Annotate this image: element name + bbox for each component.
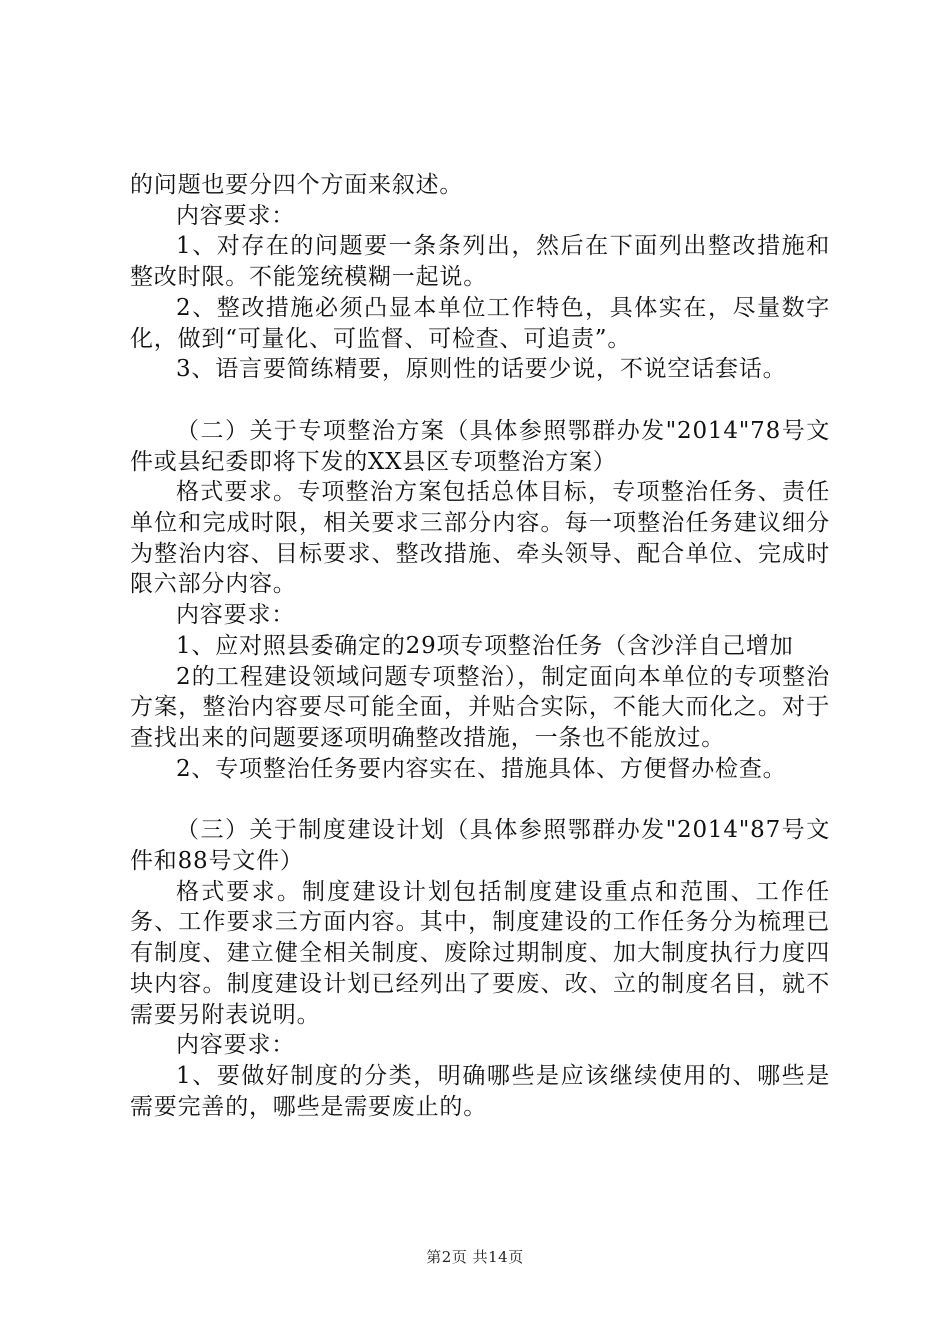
paragraph-9: 2的工程建设领域问题专项整治），制定面向本单位的专项整治方案，整治内容要尽可能全面，并贴合实际，不能大而化之。对于查找出来的问题要逐项明确整改措施，一条也不能放过。 xyxy=(130,663,830,751)
paragraph-0: 的问题也要分四个方面来叙述。 xyxy=(130,172,464,198)
paragraph-3: 2、整改措施必须凸显本单位工作特色，具体实在，尽量数字化，做到“可量化、可监督、可检查、可追责”。 xyxy=(130,294,830,352)
paragraph-12: 格式要求。制度建设计划包括制度建设重点和范围、工作任务、工作要求三方面内容。其中，制度建设的工作任务分为梳理已有制度、建立健全相关制度、废除过期制度、加大制度执行力度四块内容。制度建设计划已经列出了要废、改、立的制度名目，就不需要另附表说明。 xyxy=(130,878,830,1028)
section-heading-3: （三）关于制度建设计划（具体参照鄂群办发"2014"87号文件和88号文件） xyxy=(130,817,830,875)
paragraph-8: 1、应对照县委确定的29项专项整治任务（含沙洋自己增加 xyxy=(176,632,794,659)
paragraph-14: 1、要做好制度的分类，明确哪些是应该继续使用的、哪些是需要完善的，哪些是需要废止的。 xyxy=(130,1062,830,1120)
paragraph-7: 内容要求： xyxy=(176,602,295,629)
paragraph-2: 1、对存在的问题要一条条列出，然后在下面列出整改措施和整改时限。不能笼统模糊一起说。 xyxy=(130,233,830,291)
paragraph-13: 内容要求： xyxy=(176,1032,295,1059)
paragraph-4: 3、语言要简练精要，原则性的话要少说，不说空话套话。 xyxy=(176,356,787,383)
section-heading-2: （二）关于专项整治方案（具体参照鄂群办发"2014"78号文件或县纪委即将下发的XX县区专项整治方案） xyxy=(130,417,830,475)
document-body xyxy=(130,170,830,1122)
paragraph-10: 2、专项整治任务要内容实在、措施具体、方便督办检查。 xyxy=(176,755,787,782)
paragraph-6: 格式要求。专项整治方案包括总体目标，专项整治任务、责任单位和完成时限，相关要求三部分内容。每一项整治任务建议细分为整治内容、目标要求、整改措施、牵头领导、配合单位、完成时限六部分内容。 xyxy=(130,479,830,598)
page-footer: 第2页 共14页 xyxy=(426,1248,524,1266)
paragraph-1: 内容要求： xyxy=(176,202,295,229)
